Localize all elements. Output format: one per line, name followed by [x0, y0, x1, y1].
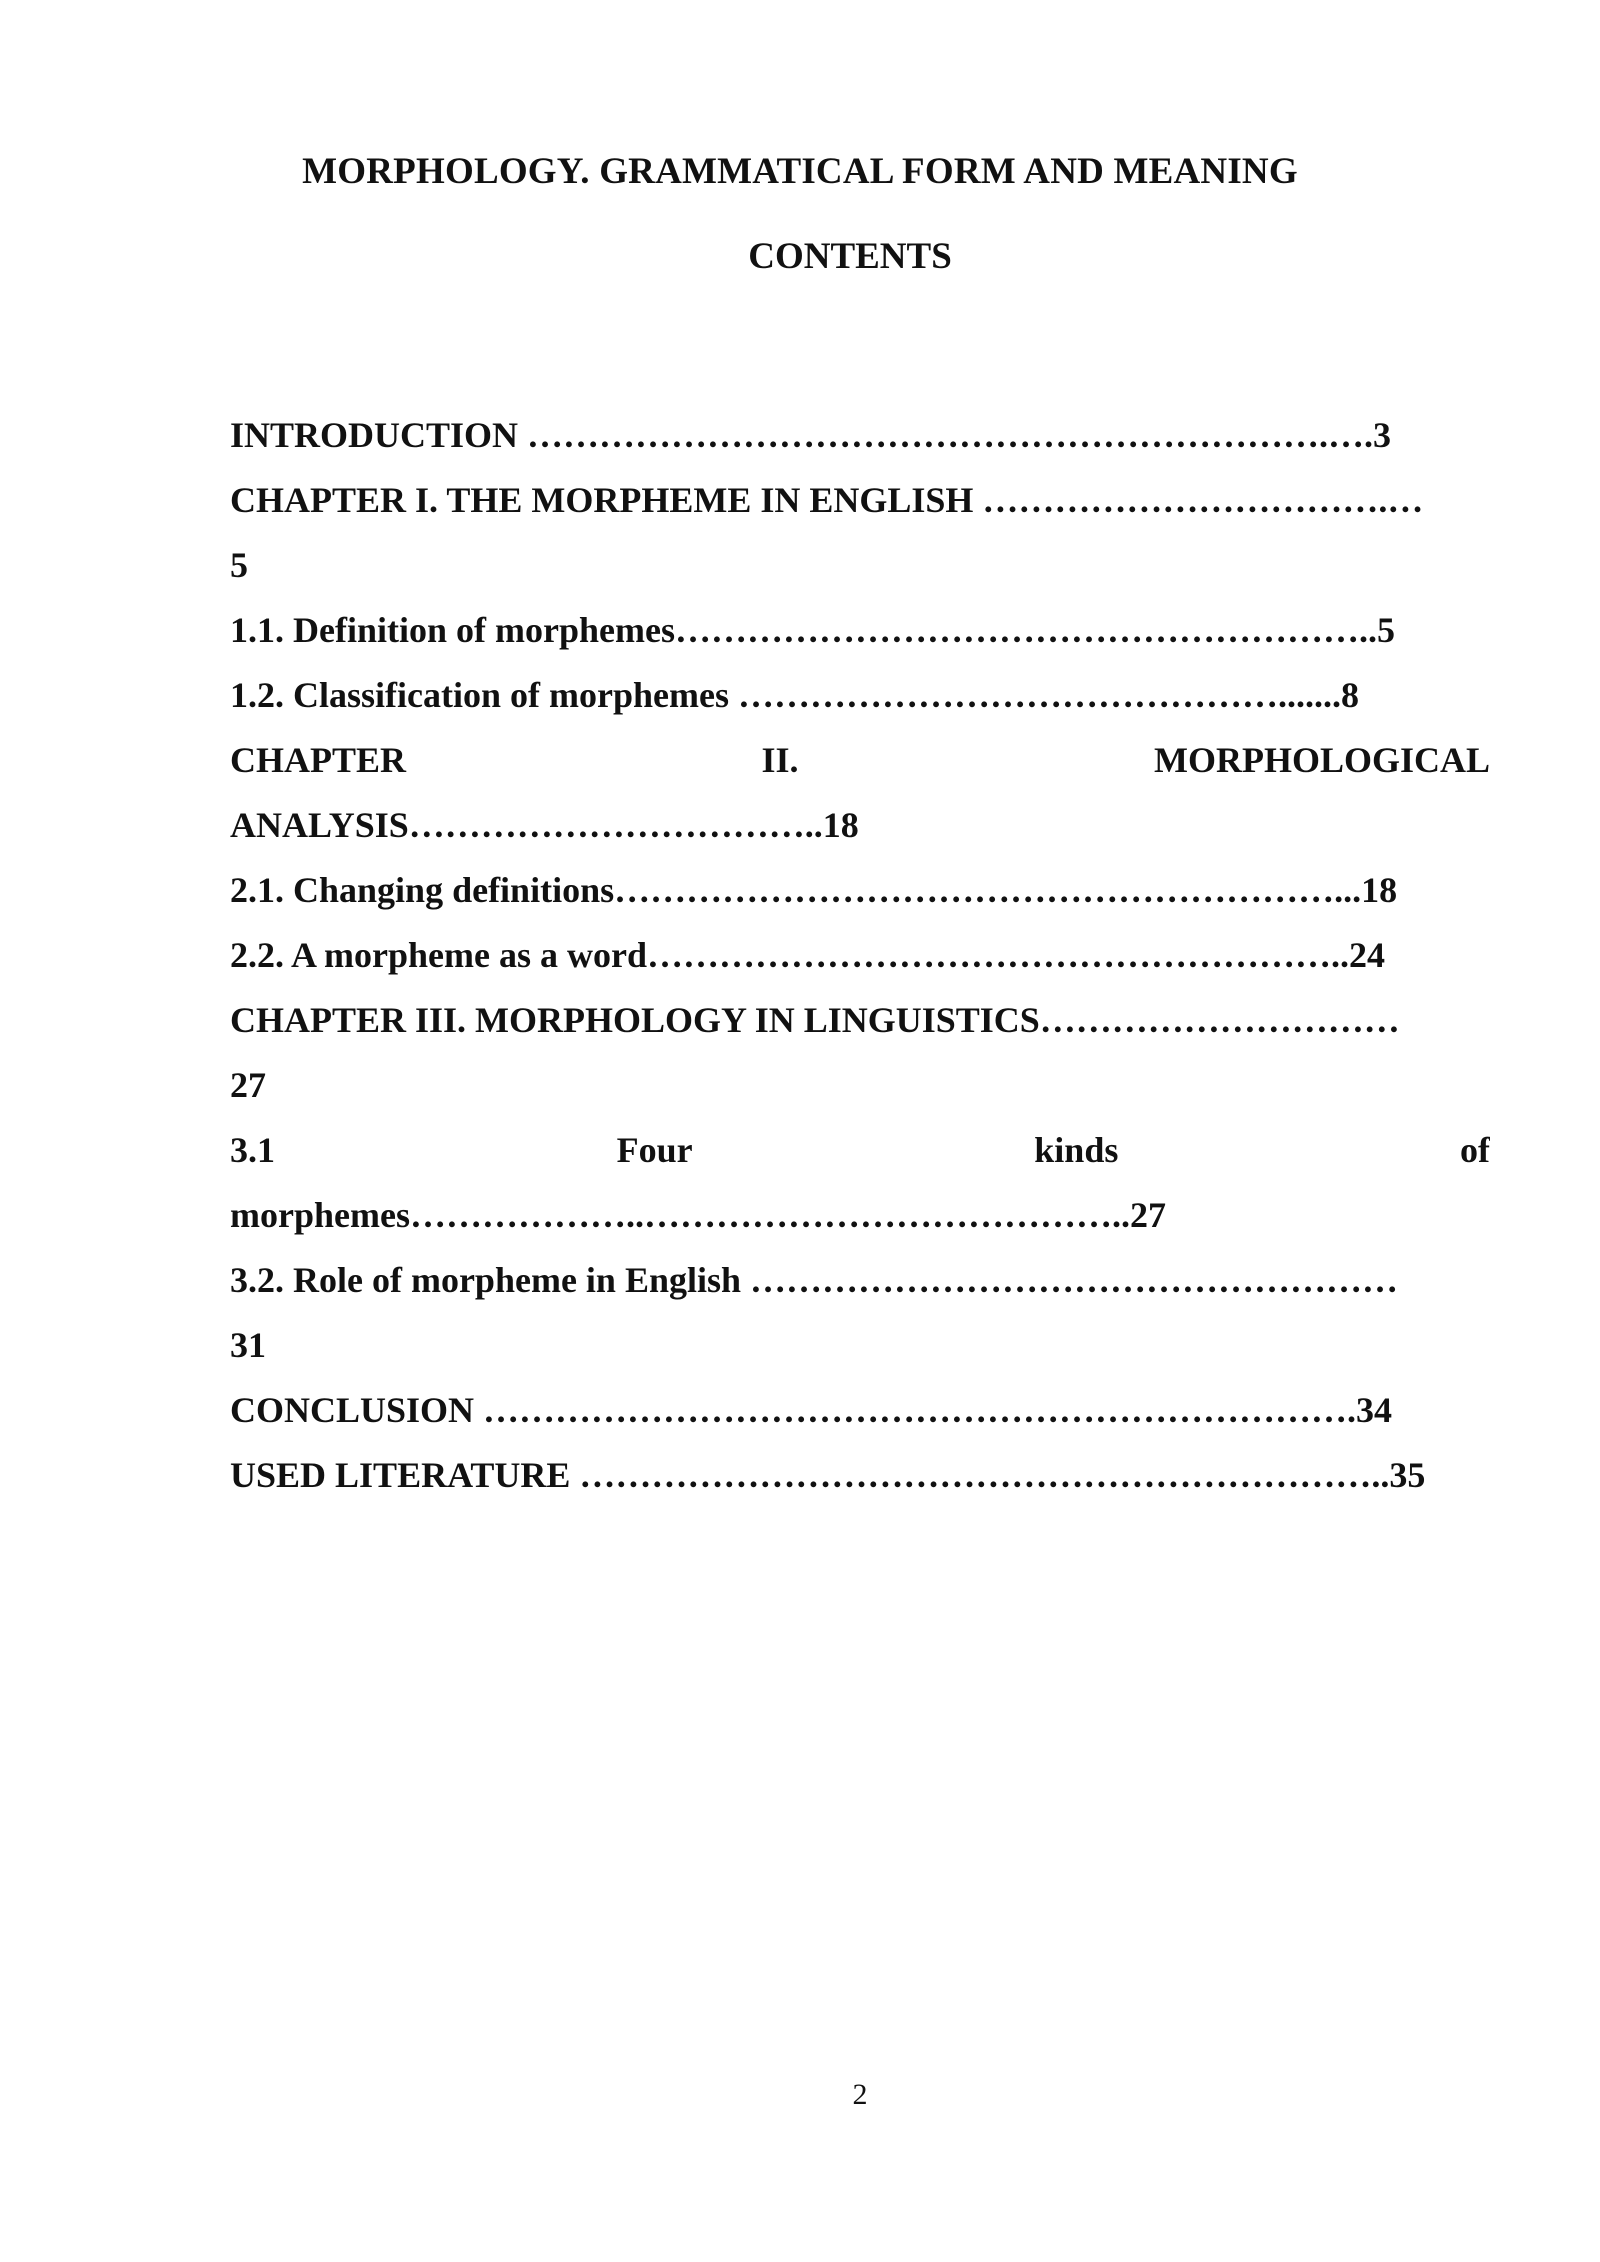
toc-word: 3.1 — [230, 1130, 275, 1170]
toc-entry-chapter-1-page: 5 — [230, 545, 248, 585]
toc-entry-introduction: INTRODUCTION ………………………………………………………….….3 — [230, 415, 1392, 455]
toc-word: of — [1460, 1130, 1490, 1170]
toc-entry-chapter-2-continued: ANALYSIS……………………………..18 — [230, 805, 859, 845]
toc-entry-section-3-2-page: 31 — [230, 1325, 266, 1365]
page-number: 2 — [852, 2078, 868, 2111]
toc-word: CHAPTER — [230, 740, 407, 780]
contents-heading: CONTENTS — [748, 236, 952, 277]
toc-word: kinds — [1034, 1130, 1119, 1170]
toc-entry-section-2-1: 2.1. Changing definitions……………………………………………………...18 — [230, 870, 1398, 910]
toc-word: II. — [761, 740, 799, 780]
toc-entry-conclusion: CONCLUSION ……………………………………………………………….34 — [230, 1390, 1393, 1430]
toc-entry-section-3-1-continued: morphemes………………..…………………………………..27 — [230, 1195, 1166, 1235]
toc-entry-section-2-2: 2.2. A morpheme as a word…………………………………………………..24 — [230, 935, 1385, 975]
toc-entry-chapter-3-page: 27 — [230, 1065, 266, 1105]
toc-entry-section-3-2: 3.2. Role of morpheme in English ……………………………………………… — [230, 1260, 1399, 1300]
toc-entry-chapter-1: CHAPTER I. THE MORPHEME IN ENGLISH …………………………….… — [230, 480, 1424, 520]
toc-entry-section-1-2: 1.2. Classification of morphemes ……………………………………….......8 — [230, 675, 1359, 715]
toc-entry-section-3-1 — [230, 1118, 1490, 1183]
table-of-contents — [230, 403, 1490, 1508]
toc-word: MORPHOLOGICAL — [1153, 740, 1490, 780]
toc-word: Four — [616, 1130, 693, 1170]
toc-entry-used-literature: USED LITERATURE …………………………………………………………..35 — [230, 1455, 1426, 1495]
toc-entry-chapter-2 — [230, 728, 1490, 793]
toc-entry-section-1-1: 1.1. Definition of morphemes…………………………………………………..5 — [230, 610, 1395, 650]
toc-entry-chapter-3: CHAPTER III. MORPHOLOGY IN LINGUISTICS………………………… — [230, 1000, 1400, 1040]
document-title: MORPHOLOGY. GRAMMATICAL FORM AND MEANING — [302, 151, 1298, 192]
